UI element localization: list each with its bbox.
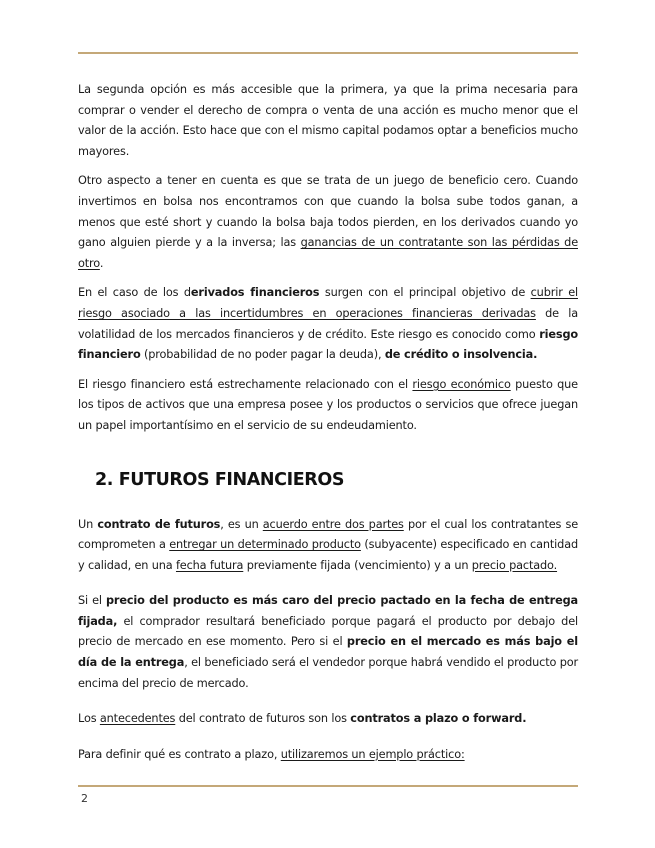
paragraph-text: Los [78, 712, 100, 726]
paragraph-forward-example [78, 745, 578, 766]
paragraph-antecedents [78, 709, 578, 730]
paragraph-text: Un [78, 517, 98, 531]
underlined-phrase: fecha futura [175, 558, 244, 572]
paragraph-text: . [99, 256, 104, 270]
underlined-phrase: entregar un determinado producto [169, 538, 361, 552]
paragraph-text: Para definir qué es contrato a plazo, [78, 747, 281, 761]
footer-rule [78, 785, 578, 787]
underlined-phrase: riesgo económico [412, 377, 511, 391]
paragraph-zero-sum [78, 171, 578, 274]
underlined-phrase: precio pactado. [471, 558, 558, 572]
paragraph-text: , es un [220, 517, 263, 531]
paragraph-text: previamente fijada (vencimiento) y a un [243, 558, 472, 572]
paragraph-derivatives-risk [78, 283, 578, 365]
paragraph-text: (probabilidad de no poder pagar la deuda), [140, 348, 385, 362]
bold-phrase: contratos a plazo o forward. [350, 712, 527, 726]
paragraph-economic-risk [78, 375, 578, 437]
bold-phrase: precio del producto es más caro del precio pactado en la fecha de entrega fijada, [78, 594, 578, 628]
paragraph-text: (subyacente) especificado en cantidad y calidad, en una [78, 538, 578, 572]
paragraph-text: por el cual los contratantes se comprometen a [78, 517, 578, 552]
bold-phrase: precio en el mercado es más bajo el día de la entrega [78, 635, 578, 670]
bold-phrase: contrato de futuros [97, 517, 221, 531]
underlined-phrase: utilizaremos un ejemplo práctico: [280, 747, 465, 761]
section-heading: 2. FUTUROS FINANCIEROS [95, 469, 345, 490]
paragraph-text: del contrato de futuros son los [175, 712, 351, 726]
paragraph-text: , el beneficiado será el vendedor porque habrá vendido el producto por encima del precio de mercado. [78, 656, 578, 690]
underlined-phrase: acuerdo entre dos partes [262, 517, 404, 531]
paragraph-text: puesto que los tipos de activos que una empresa posee y los productos o servicios que ofrece juegan un papel importantísimo en el servicio de su endeudamiento. [78, 377, 578, 432]
paragraph-futures-definition [78, 515, 578, 577]
paragraph-text: de la volatilidad de los mercados financieros y de crédito. Este riesgo es conocido como [78, 306, 578, 341]
page-number: 2 [81, 792, 88, 805]
paragraph-text: Otro aspecto a tener en cuenta es que se trata de un juego de beneficio cero. Cuando invertimos en bolsa nos encontramos con que cuando la bolsa sube todos ganan, a menos que esté short y cuando la bolsa baja todos pierden, en los derivados cuando yo gano alguien pierde y a la inversa; las [78, 174, 578, 250]
paragraph-text: En el caso de los d [78, 286, 191, 300]
paragraph-option-access [78, 80, 578, 162]
paragraph-text: el comprador resultará beneficiado porque pagará el producto por debajo del precio de mercado en ese momento. Pero si el [78, 614, 578, 649]
page-content [78, 80, 578, 774]
paragraph-text: surgen con el principal objetivo de [319, 286, 531, 300]
header-rule [78, 52, 578, 54]
paragraph-text: El riesgo financiero está estrechamente relacionado con el [78, 377, 413, 391]
paragraph-text: Si el [78, 594, 106, 608]
bold-phrase: erivados financieros [190, 286, 320, 300]
paragraph-price-scenarios [78, 591, 578, 694]
paragraph-text: La segunda opción es más accesible que la primera, ya que la prima necesaria para comprar o vender el derecho de compra o venta de una acción es mucho menor que el valor de la acción. Esto hace que con el mismo capital podamos optar a beneficios mucho mayores. [78, 83, 578, 158]
bold-phrase: de crédito o insolvencia. [384, 348, 538, 362]
underlined-phrase: antecedentes [99, 712, 176, 726]
bold-phrase: riesgo financiero [78, 327, 578, 362]
underlined-phrase: ganancias de un contratante son las pérdidas de otro [78, 236, 578, 270]
underlined-phrase: cubrir el riesgo asociado a las incertidumbres en operaciones financieras derivadas [78, 286, 578, 320]
